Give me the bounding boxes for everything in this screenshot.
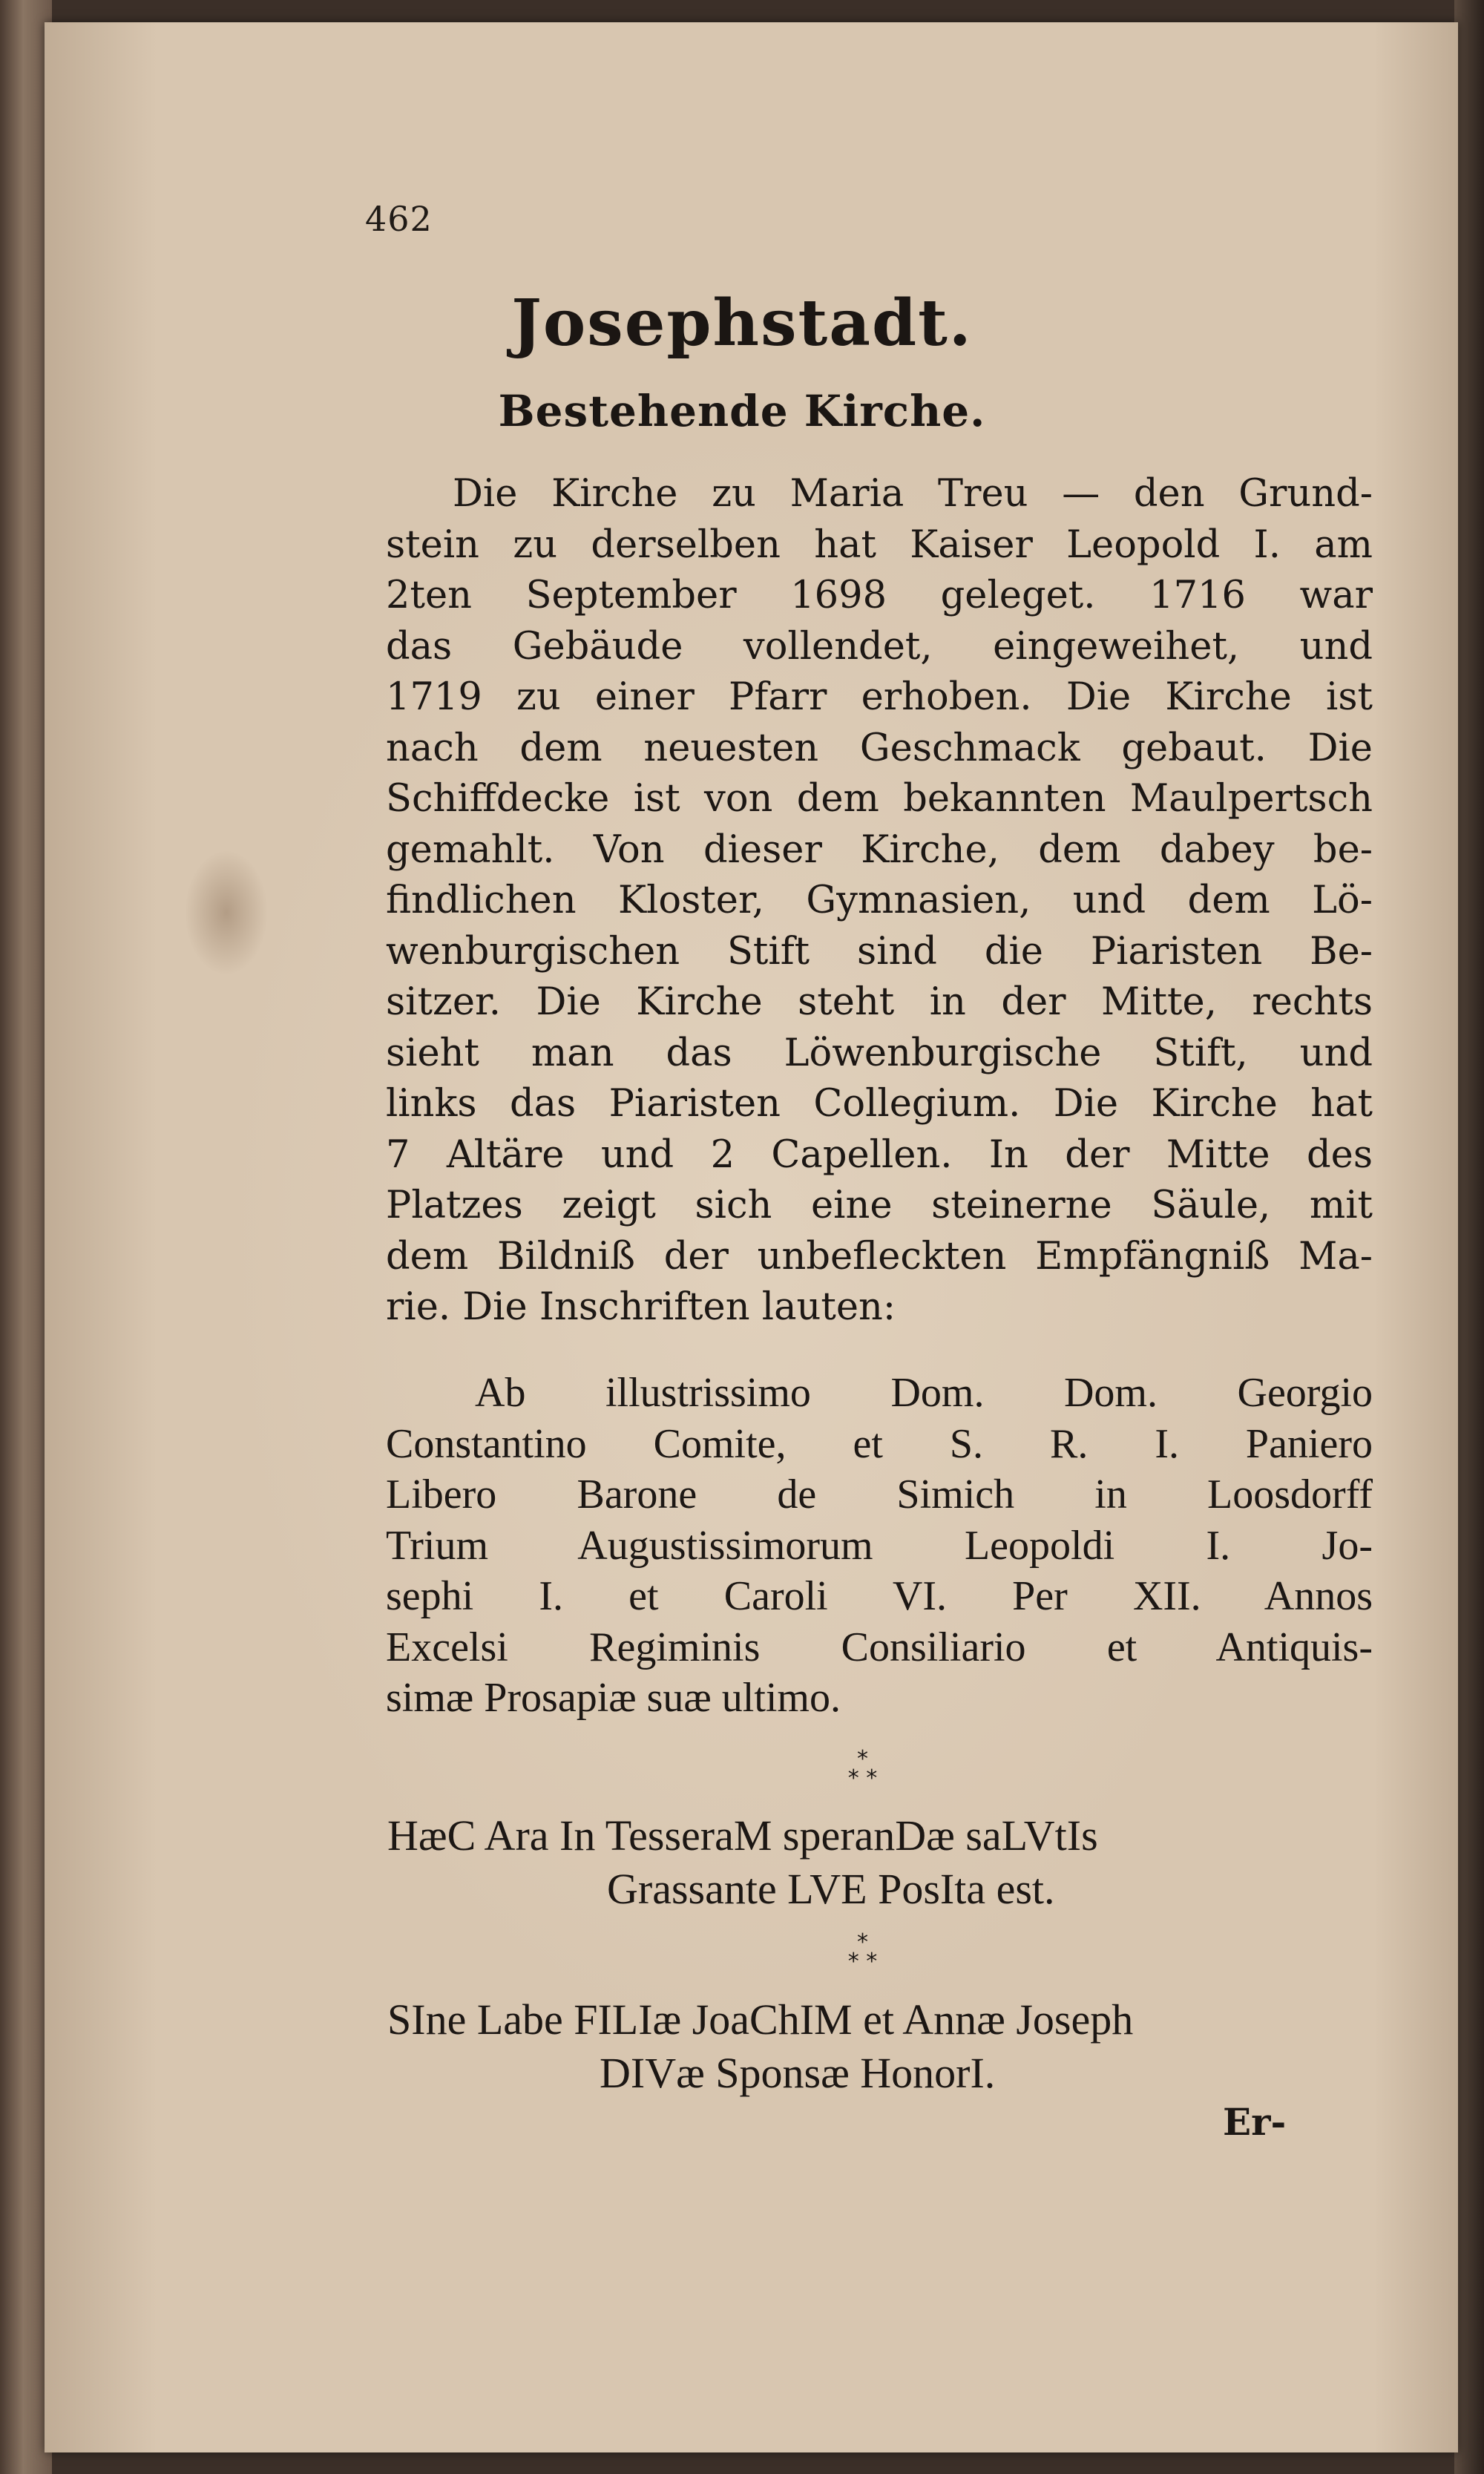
text-line: links das Piaristen Collegium. Die Kirche hat (386, 1082, 1373, 1126)
text-line: sitzer. Die Kirche steht in der Mitte, rechts (386, 980, 1373, 1024)
inscription-line: Constantino Comite, et S. R. I. Paniero (386, 1420, 1373, 1467)
asterism-separator (0, 1929, 1484, 1975)
text-line: 2ten September 1698 geleget. 1716 war (386, 574, 1373, 617)
asterism-bottom: * * (847, 1949, 878, 1975)
text-line: 1719 zu einer Pfarr erhoben. Die Kirche ist (386, 675, 1373, 719)
text-line: Schiffdecke ist von dem bekannten Maulpertsch (386, 777, 1373, 821)
text-line: das Gebäude vollendet, eingeweihet, und (386, 624, 1373, 669)
text-line: sieht man das Löwenburgische Stift, und (386, 1031, 1373, 1075)
asterism-top: * (857, 1746, 868, 1772)
text-line: stein zu derselben hat Kaiser Leopold I. am (386, 522, 1373, 567)
inscription-line: simæ Prosapiæ suæ ultimo. (386, 1675, 841, 1721)
chronogram-line: DIVæ Sponsæ HonorI. (600, 2049, 996, 2097)
body-text (386, 469, 1373, 1333)
chronogram-line: SIne Labe FILIæ JoaChIM et Annæ Joseph (387, 1995, 1134, 2044)
text-line: wenburgischen Stift sind die Piaristen Be- (386, 929, 1373, 974)
inscription-line: Libero Barone de Simich in Loosdorff (386, 1471, 1373, 1517)
inscription-line: Ab illustrissimo Dom. Dom. Georgio (475, 1370, 1373, 1416)
asterism-separator (0, 1746, 1484, 1791)
chronogram-line: HæC Ara In TesseraM speranDæ saLVtIs (387, 1811, 1098, 1860)
chronogram-line: Grassante LVE PosIta est. (607, 1865, 1055, 1913)
inscription-line: sephi I. et Caroli VI. Per XII. Annos (386, 1573, 1373, 1619)
text-line: Die Kirche zu Maria Treu — den Grund- (453, 472, 1373, 516)
asterism-top: * (857, 1929, 868, 1955)
latin-inscription (386, 1368, 1373, 1724)
inscription-line: Trium Augustissimorum Leopoldi I. Jo- (386, 1522, 1373, 1569)
page-number: 462 (365, 199, 433, 239)
text-line: findlichen Kloster, Gymnasien, und dem Lö- (386, 879, 1373, 922)
text-line: gemahlt. Von dieser Kirche, dem dabey be- (386, 827, 1373, 872)
text-line: Platzes zeigt sich eine steinerne Säule, mit (386, 1184, 1373, 1227)
catchword: Er- (1223, 2100, 1287, 2144)
page-title: Josephstadt. (511, 286, 973, 361)
section-heading: Bestehende Kirche. (498, 386, 986, 436)
text-line: nach dem neuesten Geschmack gebaut. Die (386, 726, 1373, 770)
text-line: dem Bildniß der unbefleckten Empfängniß Ma- (386, 1234, 1373, 1279)
text-line: rie. Die Inschriften lauten: (386, 1285, 896, 1329)
text-line: 7 Altäre und 2 Capellen. In der Mitte des (386, 1132, 1373, 1177)
asterism-bottom: * * (847, 1765, 878, 1791)
inscription-line: Excelsi Regiminis Consiliario et Antiquis- (386, 1624, 1373, 1670)
book-cover-edge-right (1454, 0, 1484, 2474)
